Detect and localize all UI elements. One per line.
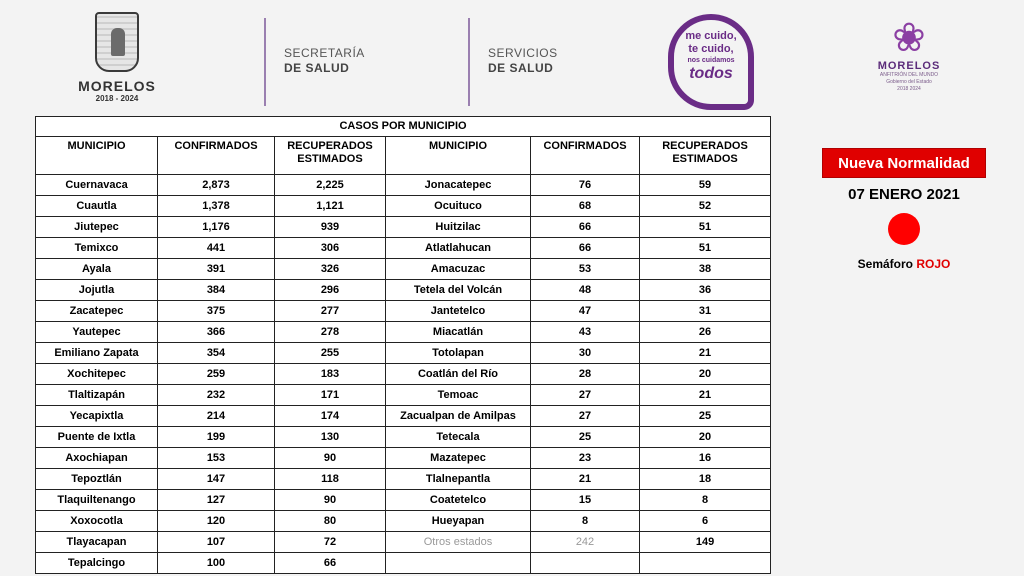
municipio-cell: Jojutla: [36, 280, 158, 301]
municipio-cell: Zacualpan de Amilpas: [386, 406, 531, 427]
municipio-cell: Ayala: [36, 259, 158, 280]
recuperados-cell: 1,121: [275, 196, 386, 217]
recuperados-cell: 6: [640, 511, 771, 532]
table-caption: CASOS POR MUNICIPIO: [36, 117, 771, 137]
morelos-seal-logo: [76, 12, 158, 103]
recuperados-cell: 939: [275, 217, 386, 238]
recuperados-cell: 278: [275, 322, 386, 343]
confirmados-cell: 100: [158, 553, 275, 574]
recuperados-cell: 21: [640, 343, 771, 364]
seal-name: MORELOS: [78, 78, 156, 94]
municipio-cell: Cuautla: [36, 196, 158, 217]
confirmados-cell: 23: [531, 448, 640, 469]
municipio-cell: Hueyapan: [386, 511, 531, 532]
municipio-cell: Tetecala: [386, 427, 531, 448]
seal-years: 2018 - 2024: [95, 94, 139, 103]
nueva-normalidad-badge: Nueva Normalidad: [822, 148, 986, 178]
table-row: [36, 406, 771, 427]
table-row: [36, 259, 771, 280]
column-header-confirmados: CONFIRMADOS: [531, 137, 640, 175]
confirmados-cell: 384: [158, 280, 275, 301]
recuperados-cell: [640, 553, 771, 574]
table-row: [36, 322, 771, 343]
table-row: [36, 448, 771, 469]
confirmados-cell: 27: [531, 385, 640, 406]
recuperados-cell: 8: [640, 490, 771, 511]
municipio-cell: Jiutepec: [36, 217, 158, 238]
municipio-cell: Amacuzac: [386, 259, 531, 280]
recuperados-cell: 16: [640, 448, 771, 469]
confirmados-cell: 391: [158, 259, 275, 280]
municipio-cell: Yecapixtla: [36, 406, 158, 427]
confirmados-cell: 43: [531, 322, 640, 343]
confirmados-cell: 120: [158, 511, 275, 532]
confirmados-cell: 68: [531, 196, 640, 217]
municipio-cell: Temixco: [36, 238, 158, 259]
recuperados-cell: 255: [275, 343, 386, 364]
confirmados-cell: 1,176: [158, 217, 275, 238]
table-row: [36, 175, 771, 196]
confirmados-cell: 354: [158, 343, 275, 364]
header: [0, 0, 1024, 115]
table-row: [36, 280, 771, 301]
recuperados-cell: 26: [640, 322, 771, 343]
status-panel: [820, 148, 988, 271]
table-row: [36, 511, 771, 532]
municipio-cell: Tlaquiltenango: [36, 490, 158, 511]
column-header-recuperados: RECUPERADOS ESTIMADOS: [640, 137, 771, 175]
table-row: [36, 217, 771, 238]
confirmados-cell: 107: [158, 532, 275, 553]
recuperados-cell: 149: [640, 532, 771, 553]
report-date: 07 ENERO 2021: [848, 186, 960, 203]
confirmados-cell: 47: [531, 301, 640, 322]
municipio-cell: Emiliano Zapata: [36, 343, 158, 364]
municipio-cell: Totolapan: [386, 343, 531, 364]
municipio-cell: Axochiapan: [36, 448, 158, 469]
municipio-cell: Tepalcingo: [36, 553, 158, 574]
confirmados-cell: 28: [531, 364, 640, 385]
confirmados-cell: 76: [531, 175, 640, 196]
recuperados-cell: 51: [640, 217, 771, 238]
recuperados-cell: 306: [275, 238, 386, 259]
recuperados-cell: 66: [275, 553, 386, 574]
confirmados-cell: 153: [158, 448, 275, 469]
recuperados-cell: 171: [275, 385, 386, 406]
traffic-light-indicator: [888, 213, 920, 245]
municipio-cell: Otros estados: [386, 532, 531, 553]
servicios-de-salud-label: SERVICIOS DE SALUD: [488, 46, 558, 75]
confirmados-cell: 214: [158, 406, 275, 427]
recuperados-cell: 130: [275, 427, 386, 448]
municipio-cell: Atlatlahucan: [386, 238, 531, 259]
morelos-state-logo: ❀ MORELOS ANFITRIÓN DEL MUNDO Gobierno del Estado 2018 2024: [866, 16, 952, 93]
confirmados-cell: 27: [531, 406, 640, 427]
confirmados-cell: 127: [158, 490, 275, 511]
column-header-recuperados: RECUPERADOS ESTIMADOS: [275, 137, 386, 175]
confirmados-cell: 232: [158, 385, 275, 406]
confirmados-cell: 15: [531, 490, 640, 511]
table-row: [36, 301, 771, 322]
table-row: [36, 238, 771, 259]
recuperados-cell: 90: [275, 448, 386, 469]
divider: [468, 18, 470, 106]
recuperados-cell: 51: [640, 238, 771, 259]
secretaria-de-salud-label: SECRETARÍA DE SALUD: [284, 46, 365, 75]
municipio-cell: Tlaltizapán: [36, 385, 158, 406]
municipio-cell: [386, 553, 531, 574]
recuperados-cell: 31: [640, 301, 771, 322]
recuperados-cell: 90: [275, 490, 386, 511]
recuperados-cell: 18: [640, 469, 771, 490]
state-seal-icon: [95, 12, 139, 72]
municipio-cell: Tetela del Volcán: [386, 280, 531, 301]
municipio-cell: Huitzilac: [386, 217, 531, 238]
confirmados-cell: 199: [158, 427, 275, 448]
flower-icon: ❀: [892, 16, 926, 60]
municipio-cell: Xochitepec: [36, 364, 158, 385]
recuperados-cell: 36: [640, 280, 771, 301]
recuperados-cell: 38: [640, 259, 771, 280]
recuperados-cell: 20: [640, 427, 771, 448]
confirmados-cell: 147: [158, 469, 275, 490]
table-row: [36, 490, 771, 511]
recuperados-cell: 296: [275, 280, 386, 301]
confirmados-cell: 259: [158, 364, 275, 385]
municipio-cell: Jantetelco: [386, 301, 531, 322]
confirmados-cell: 375: [158, 301, 275, 322]
recuperados-cell: 52: [640, 196, 771, 217]
recuperados-cell: 277: [275, 301, 386, 322]
table-row: [36, 469, 771, 490]
municipio-cell: Xoxocotla: [36, 511, 158, 532]
recuperados-cell: 59: [640, 175, 771, 196]
municipio-cell: Ocuituco: [386, 196, 531, 217]
recuperados-cell: 72: [275, 532, 386, 553]
confirmados-cell: 53: [531, 259, 640, 280]
table-row: [36, 553, 771, 574]
municipio-cell: Miacatlán: [386, 322, 531, 343]
municipio-cell: Coatlán del Río: [386, 364, 531, 385]
municipio-cell: Cuernavaca: [36, 175, 158, 196]
municipio-cell: Yautepec: [36, 322, 158, 343]
municipio-cell: Jonacatepec: [386, 175, 531, 196]
recuperados-cell: 20: [640, 364, 771, 385]
table-row: [36, 364, 771, 385]
table-row: [36, 427, 771, 448]
column-header-municipio: MUNICIPIO: [36, 137, 158, 175]
confirmados-cell: 48: [531, 280, 640, 301]
table-row: [36, 385, 771, 406]
municipio-cell: Tepoztlán: [36, 469, 158, 490]
municipio-cell: Tlayacapan: [36, 532, 158, 553]
recuperados-cell: 326: [275, 259, 386, 280]
table-row: [36, 532, 771, 553]
campaign-logo: me cuido, te cuido, nos cuidamos todos: [668, 14, 754, 110]
municipio-cell: Coatetelco: [386, 490, 531, 511]
confirmados-cell: 1,378: [158, 196, 275, 217]
confirmados-cell: 242: [531, 532, 640, 553]
divider: [264, 18, 266, 106]
cases-table: [35, 116, 771, 574]
semaforo-status: Semáforo ROJO: [857, 257, 951, 271]
recuperados-cell: 80: [275, 511, 386, 532]
confirmados-cell: 21: [531, 469, 640, 490]
confirmados-cell: 2,873: [158, 175, 275, 196]
municipio-cell: Puente de Ixtla: [36, 427, 158, 448]
table-row: [36, 196, 771, 217]
confirmados-cell: 366: [158, 322, 275, 343]
column-header-confirmados: CONFIRMADOS: [158, 137, 275, 175]
confirmados-cell: 8: [531, 511, 640, 532]
recuperados-cell: 2,225: [275, 175, 386, 196]
table-row: [36, 343, 771, 364]
municipio-cell: Temoac: [386, 385, 531, 406]
recuperados-cell: 183: [275, 364, 386, 385]
confirmados-cell: [531, 553, 640, 574]
confirmados-cell: 441: [158, 238, 275, 259]
recuperados-cell: 21: [640, 385, 771, 406]
confirmados-cell: 30: [531, 343, 640, 364]
recuperados-cell: 118: [275, 469, 386, 490]
municipio-cell: Tlalnepantla: [386, 469, 531, 490]
municipio-cell: Mazatepec: [386, 448, 531, 469]
recuperados-cell: 174: [275, 406, 386, 427]
recuperados-cell: 25: [640, 406, 771, 427]
municipio-cell: Zacatepec: [36, 301, 158, 322]
confirmados-cell: 66: [531, 217, 640, 238]
column-header-municipio: MUNICIPIO: [386, 137, 531, 175]
confirmados-cell: 25: [531, 427, 640, 448]
confirmados-cell: 66: [531, 238, 640, 259]
